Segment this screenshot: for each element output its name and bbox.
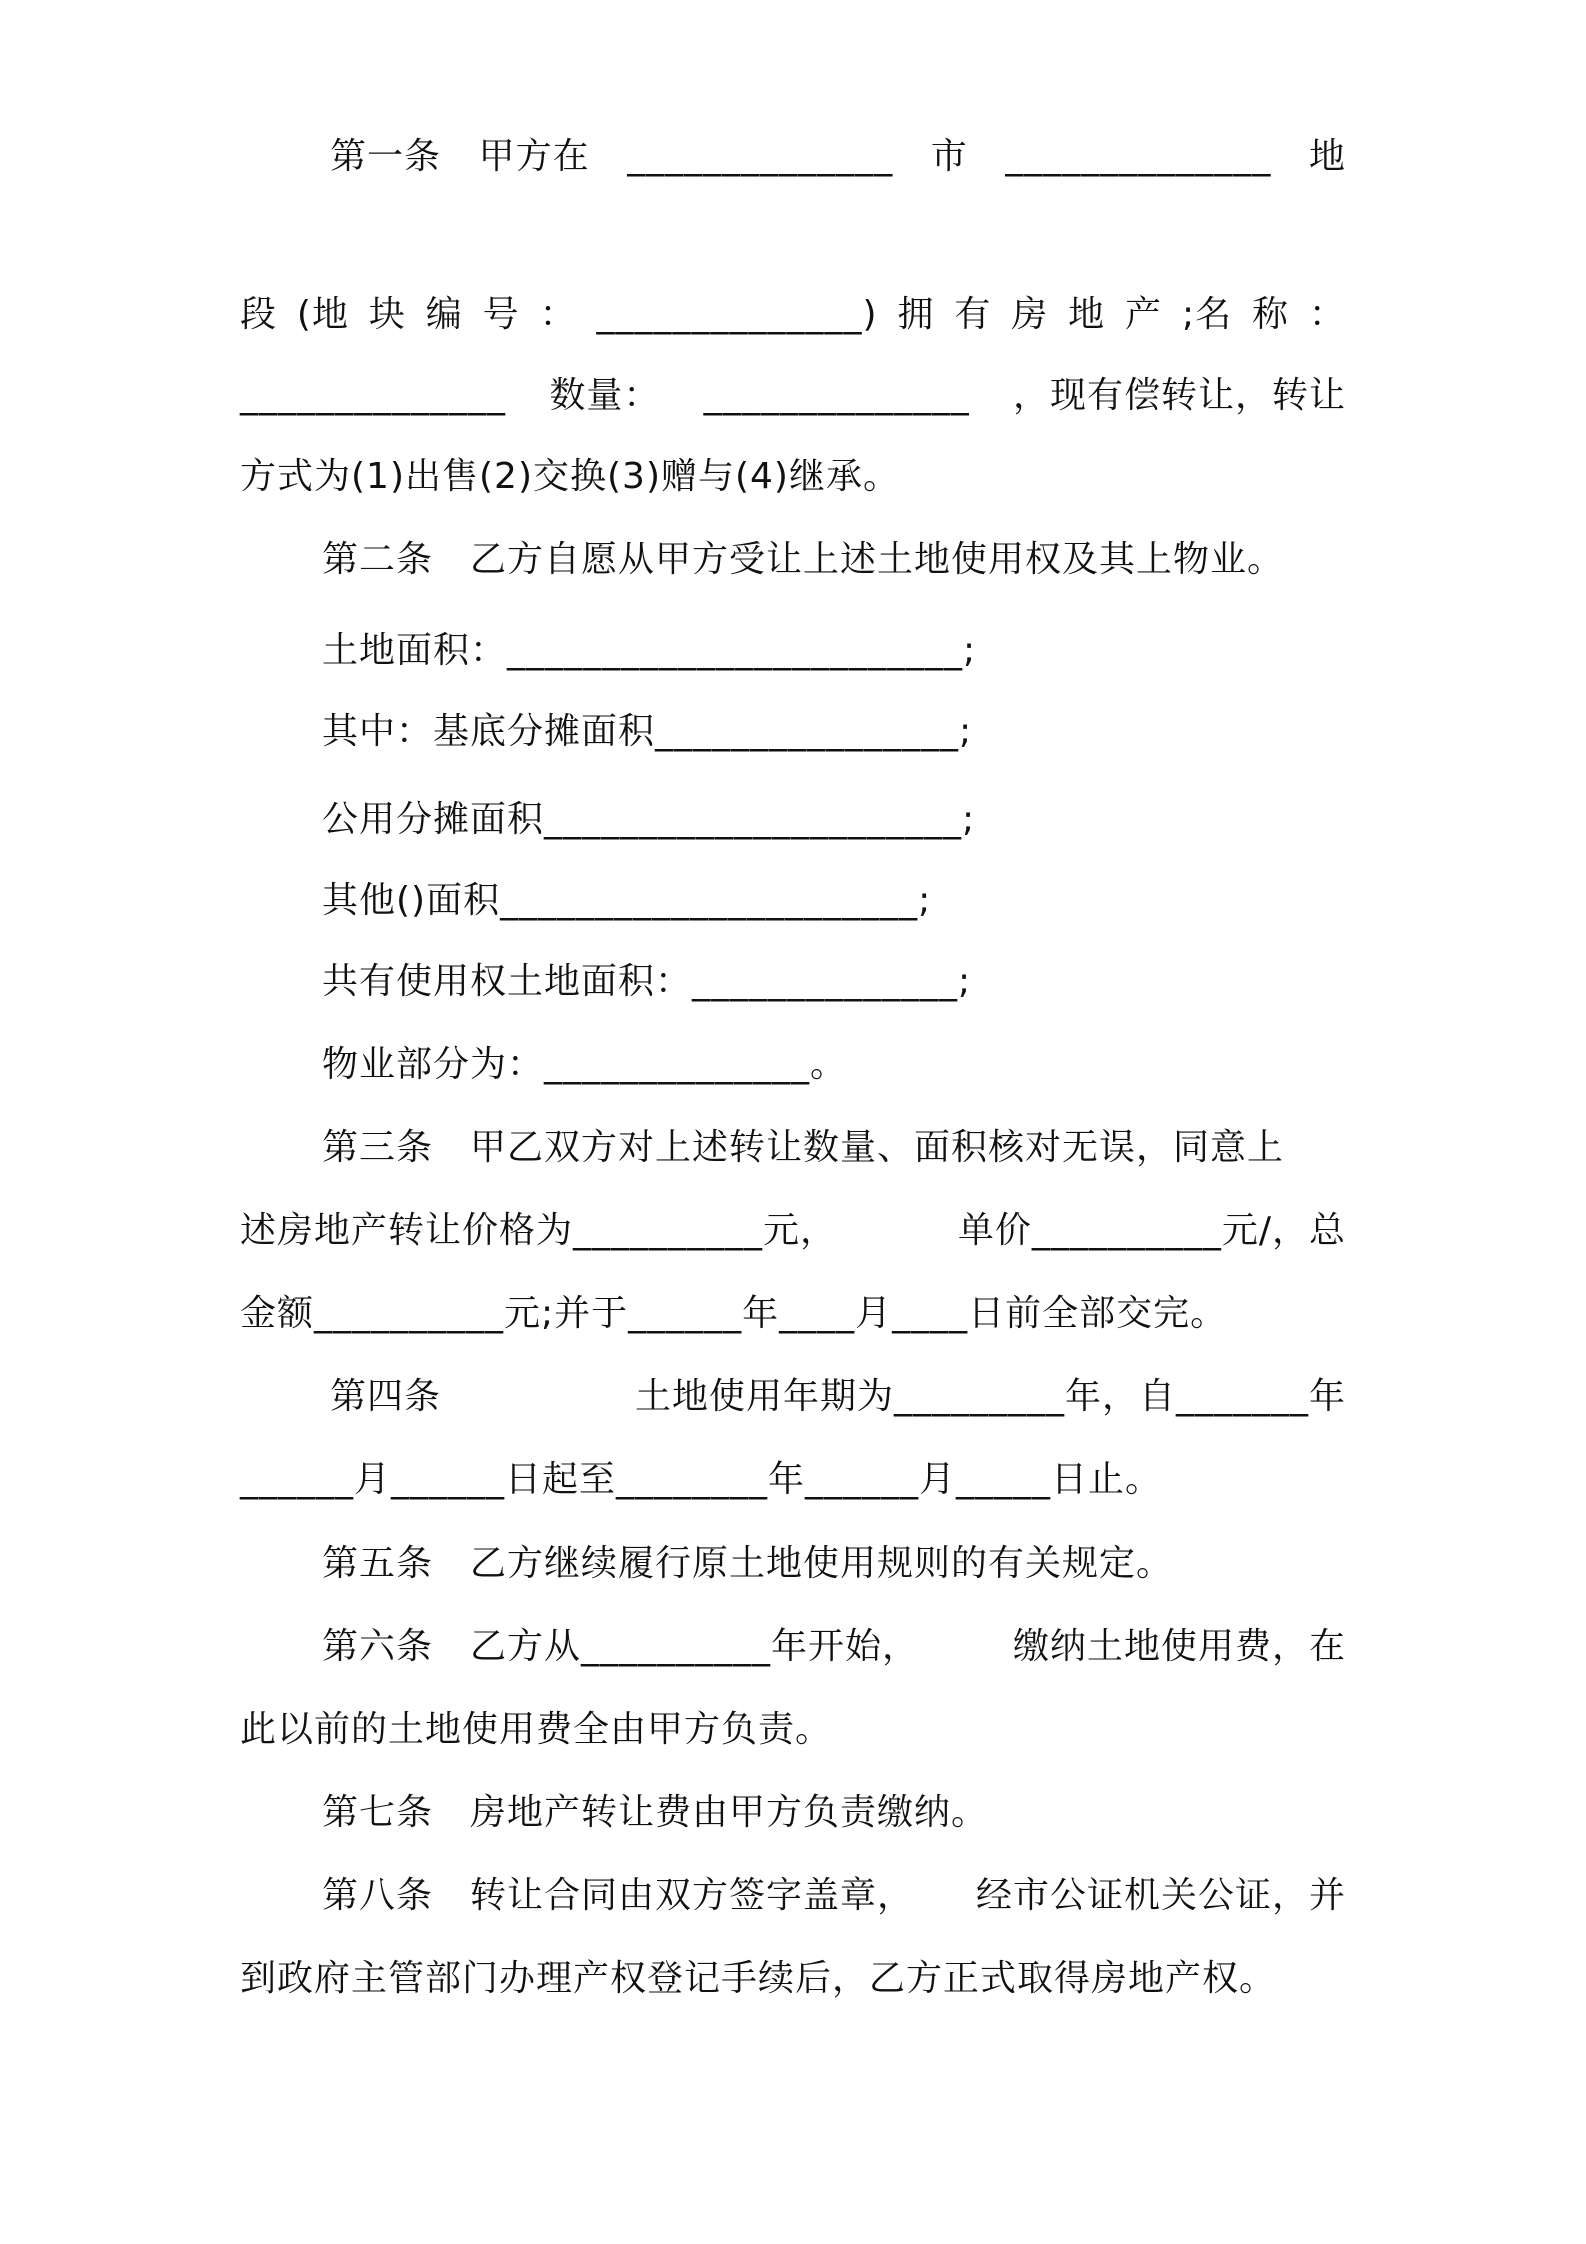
article-3-line-3: 金额__________元;并于______年____月____日前全部交完。: [240, 1293, 1228, 1334]
article-1-line-3: ______________ 数量： ______________ ，现有偿转让，转让: [240, 375, 1346, 416]
article-2-heading: 第二条 乙方自愿从甲方受让上述土地使用权及其上物业。: [322, 539, 1285, 580]
article-4-line-2: ______月______日起至________年______月_____日止。: [240, 1459, 1163, 1500]
public-share-area-line: 公用分摊面积______________________;: [322, 799, 976, 840]
article-1-line-2: 段 (地 块 编 号 ： ______________) 拥 有 房 地 产 ;名 称 ：: [240, 294, 1346, 335]
article-6-line-2: 此以前的土地使用费全由甲方负责。: [240, 1709, 833, 1750]
article-3-line-2: 述房地产转让价格为__________元， 单价__________元/，总: [240, 1210, 1346, 1251]
article-1-line-1: 第一条 甲方在 ______________ 市 ______________ 地: [330, 136, 1346, 177]
article-3-line-1: 第三条 甲乙双方对上述转让数量、面积核对无误，同意上: [322, 1127, 1285, 1168]
base-share-area-line: 其中：基底分摊面积________________;: [322, 711, 973, 752]
land-area-line: 土地面积：________________________;: [322, 630, 977, 671]
other-area-line: 其他()面积______________________;: [322, 880, 932, 921]
article-8-line-2: 到政府主管部门办理产权登记手续后，乙方正式取得房地产权。: [240, 1958, 1277, 1999]
article-4-line-1: 第四条 土地使用年期为_________年，自_______年: [330, 1376, 1346, 1417]
property-part-line: 物业部分为：______________。: [322, 1044, 848, 1085]
article-7: 第七条 房地产转让费由甲方负责缴纳。: [322, 1792, 989, 1833]
article-5: 第五条 乙方继续履行原土地使用规则的有关规定。: [322, 1543, 1174, 1584]
article-6-line-1: 第六条 乙方从__________年开始， 缴纳土地使用费，在: [322, 1626, 1346, 1667]
shared-land-area-line: 共有使用权土地面积：______________;: [322, 961, 972, 1002]
article-1-line-4: 方式为(1)出售(2)交换(3)赠与(4)继承。: [240, 456, 900, 497]
article-8-line-1: 第八条 转让合同由双方签字盖章， 经市公证机关公证，并: [322, 1875, 1346, 1916]
